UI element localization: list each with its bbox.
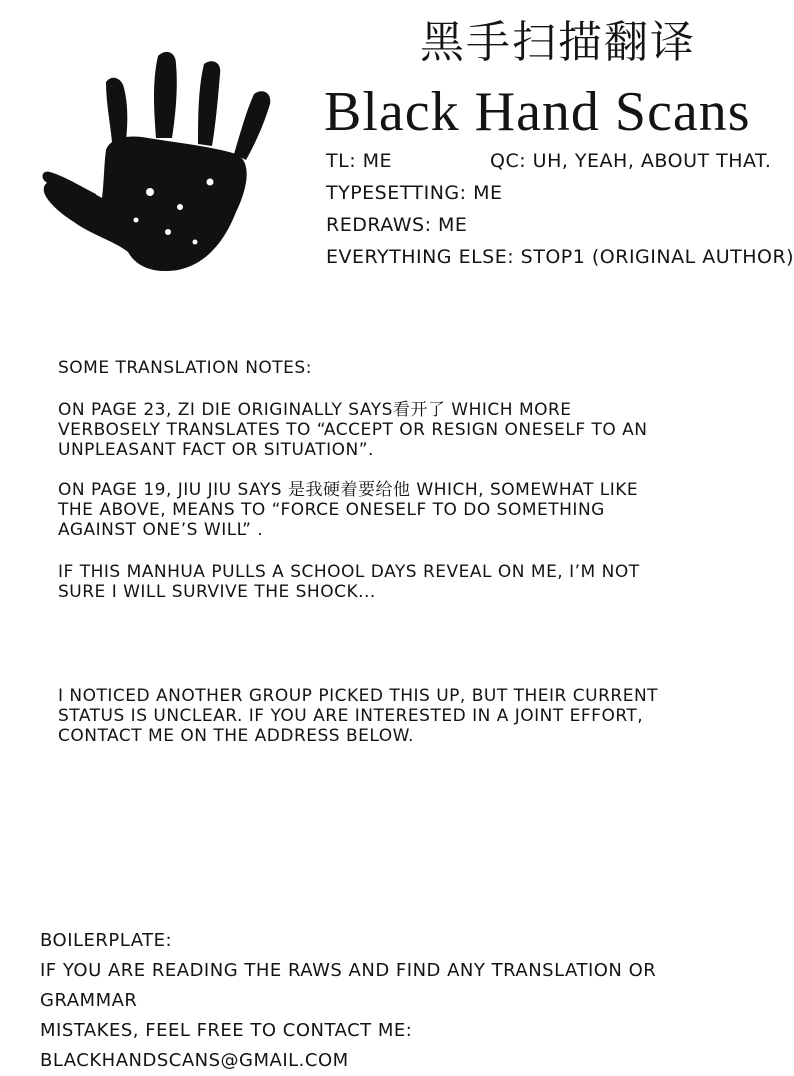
boilerplate xyxy=(40,926,720,1076)
note-3-line-2: SURE I WILL SURVIVE THE SHOCK... xyxy=(58,582,376,602)
black-handprint-icon xyxy=(40,42,280,278)
credit-tl: TL: ME xyxy=(326,150,393,172)
boilerplate-line-1: IF YOU ARE READING THE RAWS AND FIND ANY TRANSLATION OR GRAMMAR xyxy=(40,960,657,1011)
group-note xyxy=(58,686,678,746)
note-2-line-1 xyxy=(58,480,678,500)
credit-typesetting: TYPESETTING: ME xyxy=(326,182,503,204)
note-2 xyxy=(58,480,678,540)
note-2-chinese: 是我硬着要给他 xyxy=(288,480,411,500)
credit-qc: QC: UH, YEAH, ABOUT THAT. xyxy=(490,150,772,172)
title-english: Black Hand Scans xyxy=(324,81,751,143)
group-note-line-1: I NOTICED ANOTHER GROUP PICKED THIS UP, BUT THEIR CURRENT xyxy=(58,686,659,706)
note-2-line-2: THE ABOVE, MEANS TO “FORCE ONESELF TO DO SOMETHING xyxy=(58,500,605,520)
note-1-line-1 xyxy=(58,400,678,420)
note-2-line-3: AGAINST ONE’S WILL” . xyxy=(58,520,264,540)
note-2-text-a: ON PAGE 19, JIU JIU SAYS xyxy=(58,480,283,500)
notes-heading: SOME TRANSLATION NOTES: xyxy=(58,358,312,378)
note-1-text-b: WHICH MORE xyxy=(451,400,572,420)
note-2-text-b: WHICH, SOMEWHAT LIKE xyxy=(416,480,639,500)
credit-redraws: REDRAWS: ME xyxy=(326,214,468,236)
note-1 xyxy=(58,400,678,460)
note-3-line-1: IF THIS MANHUA PULLS A SCHOOL DAYS REVEAL ON ME, I’M NOT xyxy=(58,562,640,582)
note-1-line-3: UNPLEASANT FACT OR SITUATION”. xyxy=(58,440,374,460)
boilerplate-heading: BOILERPLATE: xyxy=(40,930,173,951)
note-1-chinese: 看开了 xyxy=(392,400,446,420)
note-3 xyxy=(58,562,678,602)
group-note-line-3: CONTACT ME ON THE ADDRESS BELOW. xyxy=(58,726,414,746)
note-1-line-2: VERBOSELY TRANSLATES TO “ACCEPT OR RESIGN ONESELF TO AN xyxy=(58,420,648,440)
title-chinese: 黑手扫描翻译 xyxy=(420,17,696,68)
credit-everything-else: EVERYTHING ELSE: STOP1 (ORIGINAL AUTHOR) xyxy=(326,246,794,268)
boilerplate-line-2: MISTAKES, FEEL FREE TO CONTACT ME: BLACKHANDSCANS@GMAIL.COM xyxy=(40,1020,413,1071)
note-1-text-a: ON PAGE 23, ZI DIE ORIGINALLY SAYS xyxy=(58,400,393,420)
group-note-line-2: STATUS IS UNCLEAR. IF YOU ARE INTERESTED IN A JOINT EFFORT, xyxy=(58,706,644,726)
